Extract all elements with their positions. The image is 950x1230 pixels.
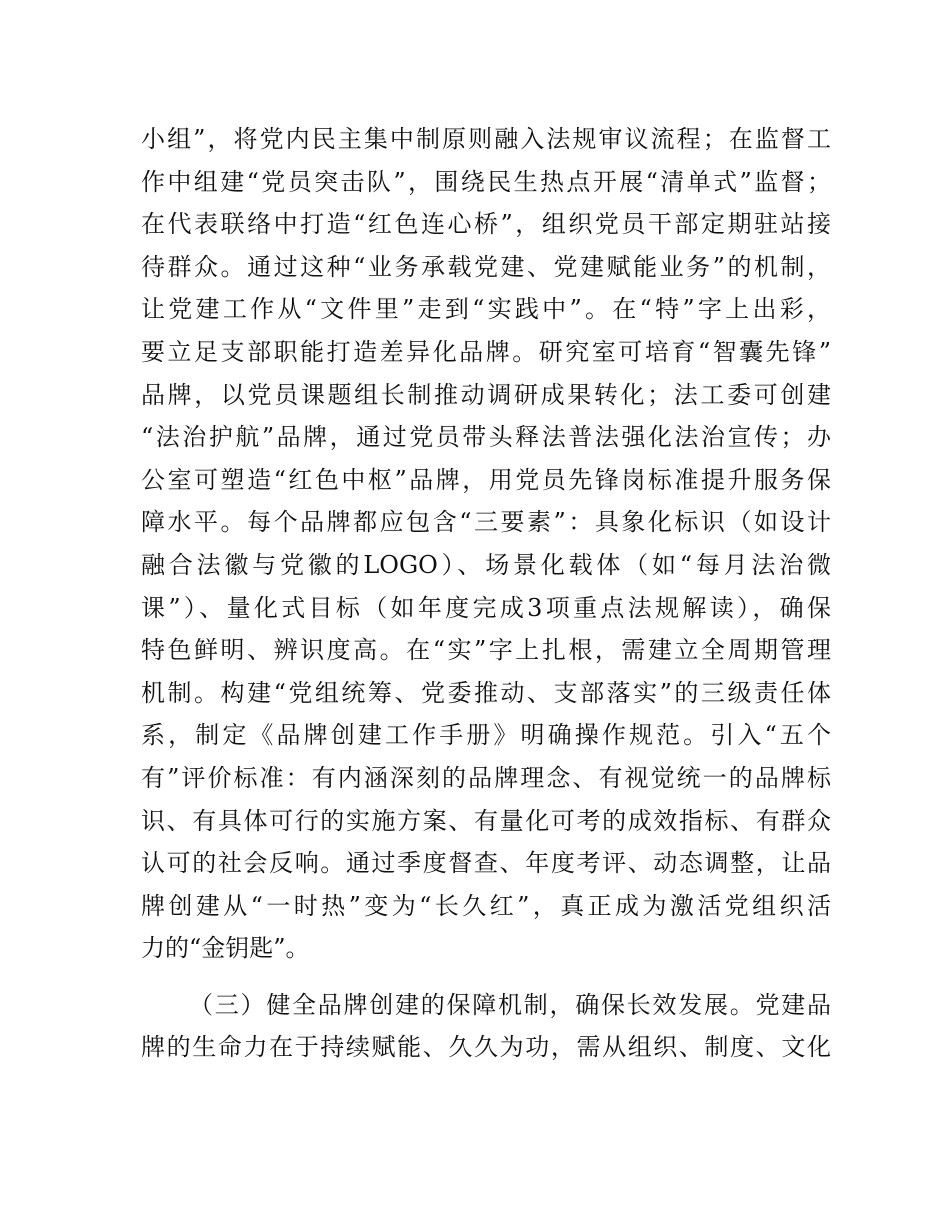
paragraph-2 — [141, 984, 831, 1069]
text-line: 在代表联络中打造“红色连心桥”，组织党员干部定期驻站接 — [141, 210, 831, 239]
text-line: 牌创建从“一时热”变为“长久红”，真正成为激活党组织活 — [141, 891, 831, 920]
text-line: 牌的生命力在于持续赋能、久久为功，需从组织、制度、文化 — [141, 1033, 831, 1062]
text-line: 课”）、量化式目标（如年度完成3项重点法规解读），确保 — [141, 593, 831, 622]
text-line: 有”评价标准：有内涵深刻的品牌理念、有视觉统一的品牌标 — [141, 763, 831, 792]
text-line: 障水平。每个品牌都应包含“三要素”：具象化标识（如设计 — [141, 508, 831, 537]
section-heading-line: （三）健全品牌创建的保障机制，确保长效发展。党建品 — [189, 990, 831, 1019]
text-line: 认可的社会反响。通过季度督查、年度考评、动态调整，让品 — [141, 849, 831, 878]
body-text — [141, 118, 831, 1069]
text-line: 待群众。通过这种“业务承载党建、党建赋能业务”的机制， — [141, 252, 831, 281]
text-line: 系，制定《品牌创建工作手册》明确操作规范。引入“五个 — [141, 721, 831, 750]
text-line: 融合法徽与党徽的LOGO）、场景化载体（如“每月法治微 — [141, 550, 831, 579]
paragraph-1 — [141, 118, 831, 970]
text-line: 特色鲜明、辨识度高。在“实”字上扎根，需建立全周期管理 — [141, 636, 831, 665]
text-line: 品牌，以党员课题组长制推动调研成果转化；法工委可创建 — [141, 380, 831, 409]
text-line: 让党建工作从“文件里”走到“实践中”。在“特”字上出彩， — [141, 295, 831, 324]
text-line: 作中组建“党员突击队”，围绕民生热点开展“清单式”监督； — [141, 167, 831, 196]
text-line: 机制。构建“党组统筹、党委推动、支部落实”的三级责任体 — [141, 678, 831, 707]
paragraph-gap — [141, 970, 831, 984]
text-line: 要立足支部职能打造差异化品牌。研究室可培育“智囊先锋” — [141, 337, 831, 366]
text-line: 公室可塑造“红色中枢”品牌，用党员先锋岗标准提升服务保 — [141, 465, 831, 494]
text-line: “法治护航”品牌，通过党员带头释法普法强化法治宣传；办 — [141, 423, 831, 452]
text-line: 识、有具体可行的实施方案、有量化可考的成效指标、有群众 — [141, 806, 831, 835]
text-line: 力的“金钥匙”。 — [141, 934, 310, 963]
text-line: 小组”，将党内民主集中制原则融入法规审议流程；在监督工 — [141, 125, 831, 153]
